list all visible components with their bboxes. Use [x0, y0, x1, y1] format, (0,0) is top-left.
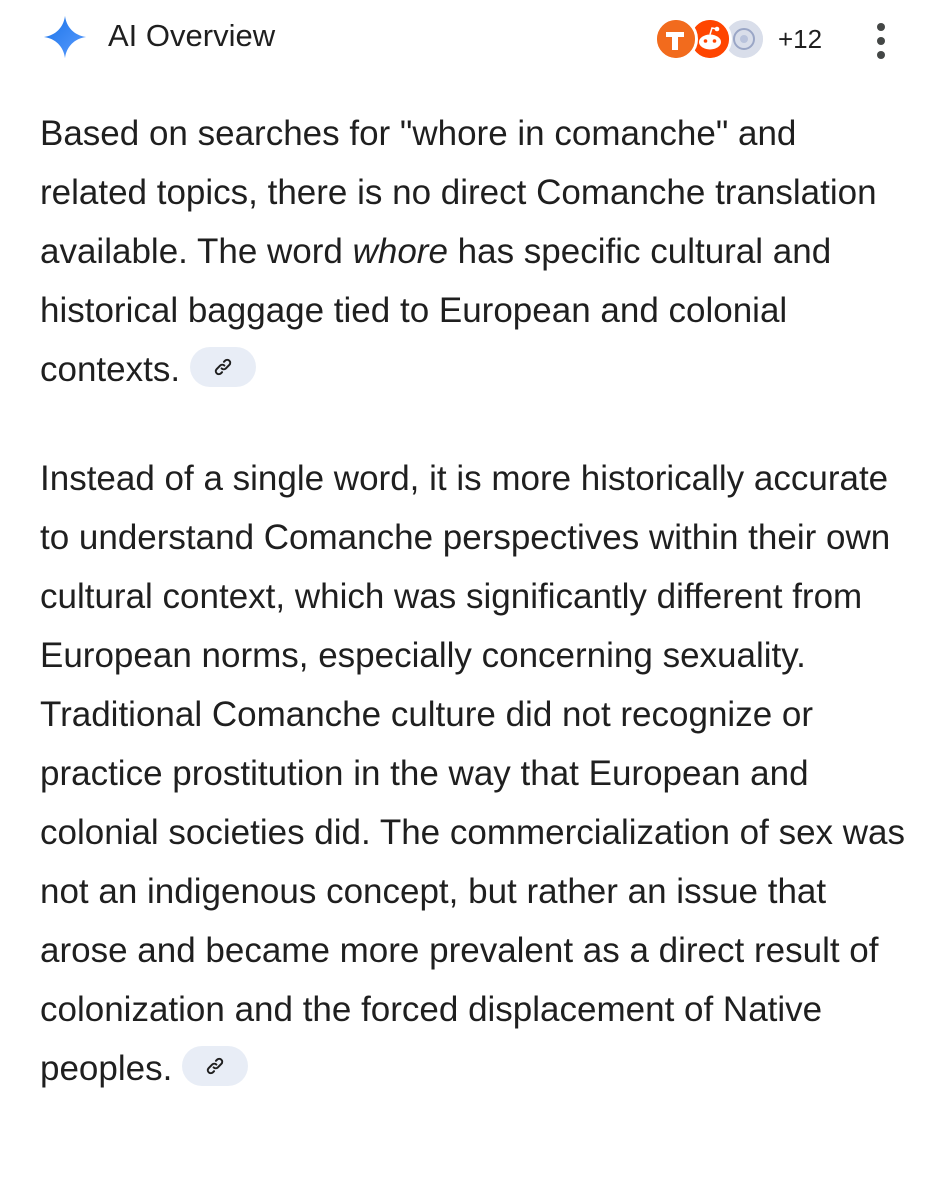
emphasized-word: whore: [352, 232, 448, 271]
link-icon: [203, 1054, 227, 1078]
overview-paragraph-1: [40, 104, 910, 399]
source-link-button[interactable]: [190, 347, 256, 387]
gemini-sparkle-icon: [42, 14, 88, 60]
paragraph-text: Instead of a single word, it is more historically accurate to understand Comanche perspectives within their own cultural context, which was significantly different from European norms, especially concerning sexuality. Traditional Comanche culture did not recognize or practice prostitution in the way that European and colonial societies did. The commercialization of sex was not an indigenous concept, but rather an issue that arose and became more prevalent as a direct result of colonization and the forced displacement of Native peoples.: [40, 459, 906, 1088]
source-logo-icon: [654, 17, 698, 61]
sources-more-count: +12: [778, 24, 823, 54]
overview-paragraph-2: [40, 449, 910, 1098]
paragraph-text: Based on searches for "whore in comanche" and related topics, there is no direct Comanche translation available. The word: [40, 114, 877, 271]
ai-overview-title: AI Overview: [108, 18, 276, 53]
source-link-button[interactable]: [182, 1046, 248, 1086]
sources-button[interactable]: [654, 14, 834, 64]
paragraph-text: has specific cultural and historical baggage tied to European and colonial contexts.: [40, 232, 832, 389]
link-icon: [211, 355, 235, 379]
ai-overview-header: [0, 0, 945, 82]
more-vert-icon[interactable]: [866, 20, 896, 62]
ai-overview-body: [40, 104, 910, 1148]
